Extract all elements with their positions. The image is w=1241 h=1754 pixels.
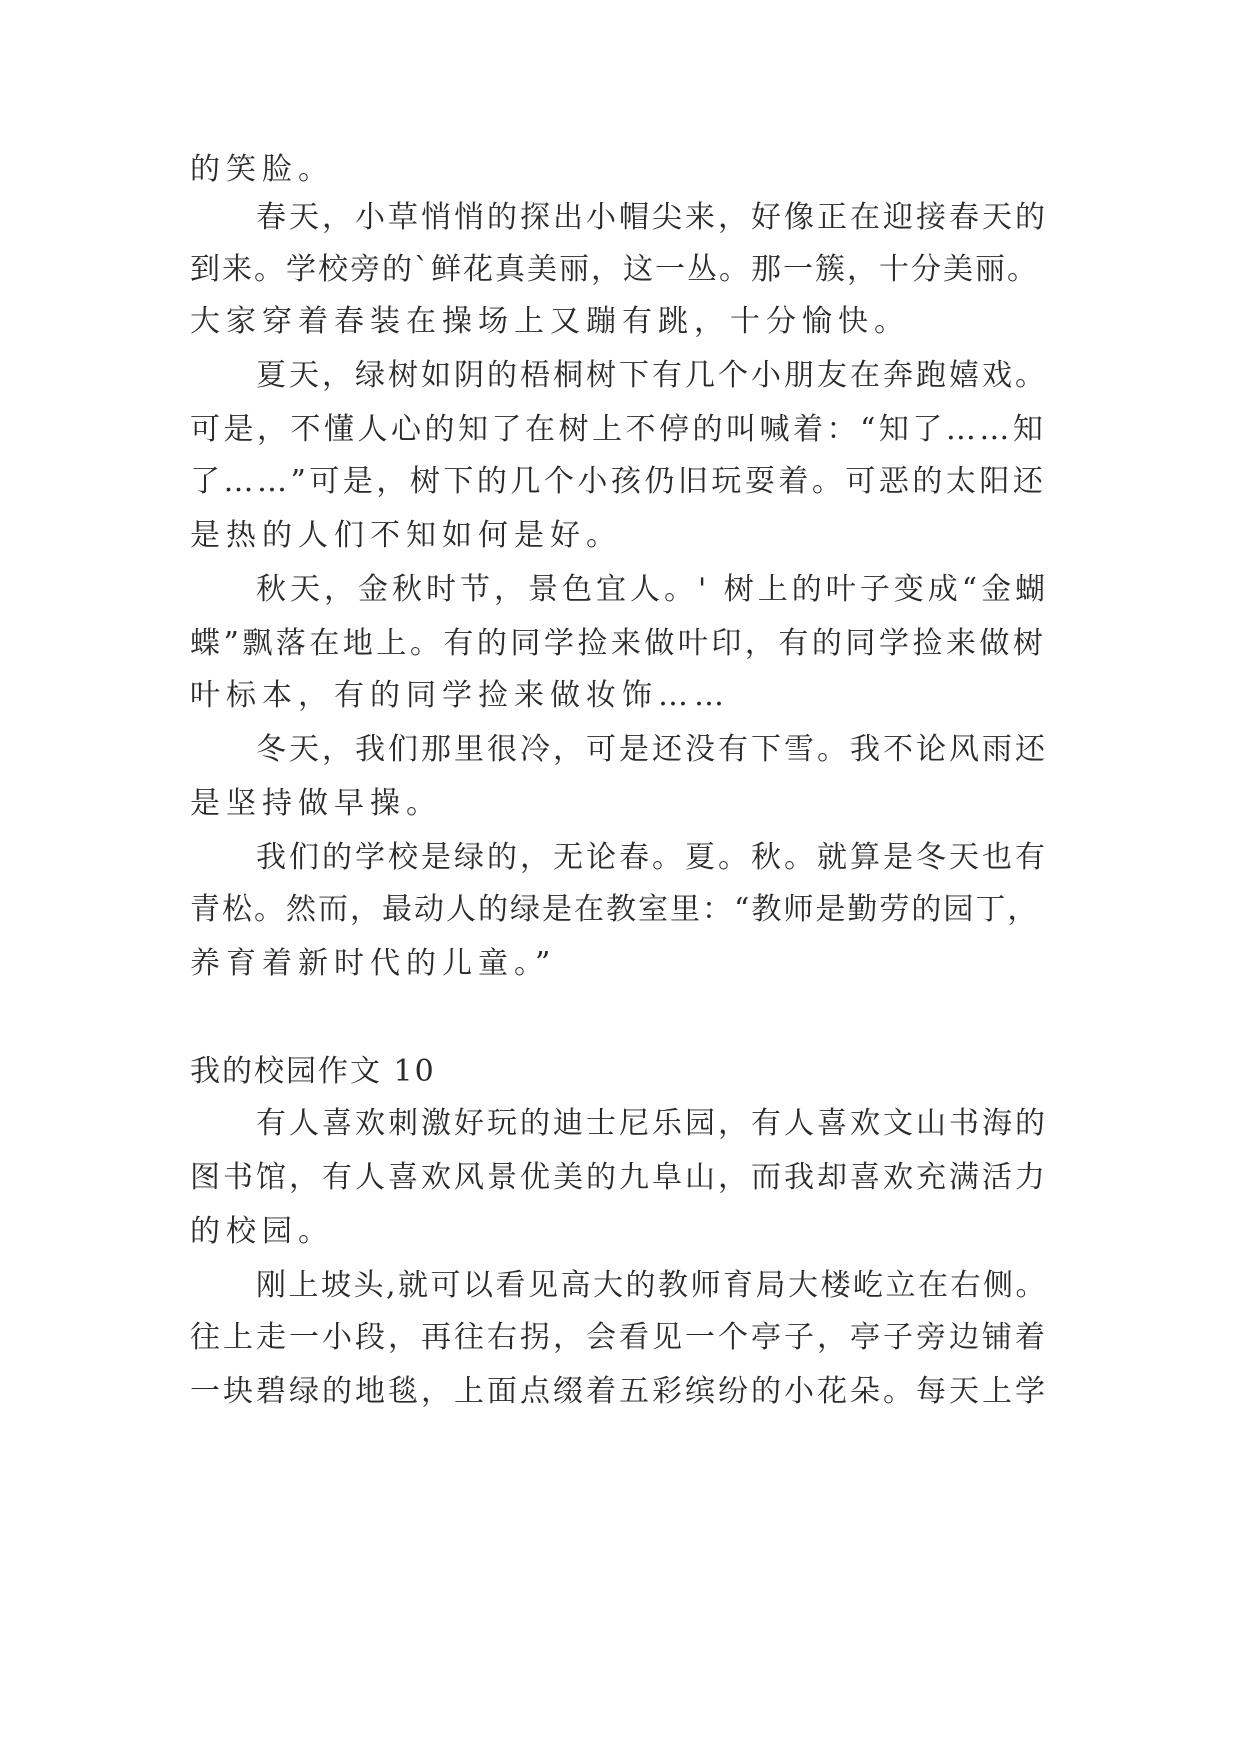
- paragraph-green-line: 青松。然而，最动人的绿是在教室里：“教师是勤劳的园丁，: [190, 892, 1040, 927]
- paragraph-summer-line: 是热的人们不知如何是好。: [190, 518, 622, 553]
- paragraph-summer-line: 夏天，绿树如阴的梧桐树下有几个小朋友在奔跑嬉戏。: [256, 358, 1048, 393]
- paragraph-spring-line: 大家穿着春装在操场上又蹦有跳，十分愉快。: [190, 304, 910, 339]
- paragraph-intro-line: 有人喜欢刺激好玩的迪士尼乐园，有人喜欢文山书海的: [256, 1106, 1048, 1141]
- essay-heading: 我的校园作文 10: [190, 1054, 436, 1089]
- paragraph-summer-line: 可是，不懂人心的知了在树上不停的叫喊着：“知了……知: [190, 412, 1047, 447]
- paragraph-autumn-line: 秋天，金秋时节，景色宜人。' 树上的叶子变成“金蝴: [256, 572, 1050, 607]
- paragraph-intro-line: 图书馆，有人喜欢风景优美的九阜山，而我却喜欢充满活力: [190, 1160, 1048, 1195]
- paragraph-spring-line: 到来。学校旁的`鲜花真美丽，这一丛。那一簇，十分美丽。: [190, 252, 1039, 287]
- paragraph-winter-line: 是坚持做早操。: [190, 786, 442, 821]
- paragraph-entrance-line: 一块碧绿的地毯，上面点缀着五彩缤纷的小花朵。每天上学: [190, 1374, 1048, 1409]
- paragraph-green-line: 我们的学校是绿的，无论春。夏。秋。就算是冬天也有: [256, 840, 1048, 875]
- paragraph-green-line: 养育着新时代的儿童。”: [190, 946, 557, 981]
- paragraph-intro-line: 的校园。: [190, 1214, 334, 1249]
- paragraph-winter-line: 冬天，我们那里很冷，可是还没有下雪。我不论风雨还: [256, 732, 1048, 767]
- paragraph-spring-line: 春天，小草悄悄的探出小帽尖来，好像正在迎接春天的: [256, 200, 1048, 235]
- paragraph-autumn-line: 叶标本，有的同学捡来做妆饰……: [190, 678, 730, 713]
- paragraph-entrance-line: 往上走一小段，再往右拐，会看见一个亭子，亭子旁边铺着: [190, 1320, 1048, 1355]
- paragraph-summer-line: 了……”可是，树下的几个小孩仍旧玩耍着。可恶的太阳还: [190, 464, 1047, 499]
- paragraph-autumn-line: 蝶”飘落在地上。有的同学捡来做叶印，有的同学捡来做树: [190, 626, 1047, 661]
- text-line: 的笑脸。: [190, 152, 334, 187]
- paragraph-entrance-line: 刚上坡头,就可以看见高大的教师育局大楼屹立在右侧。: [256, 1268, 1049, 1303]
